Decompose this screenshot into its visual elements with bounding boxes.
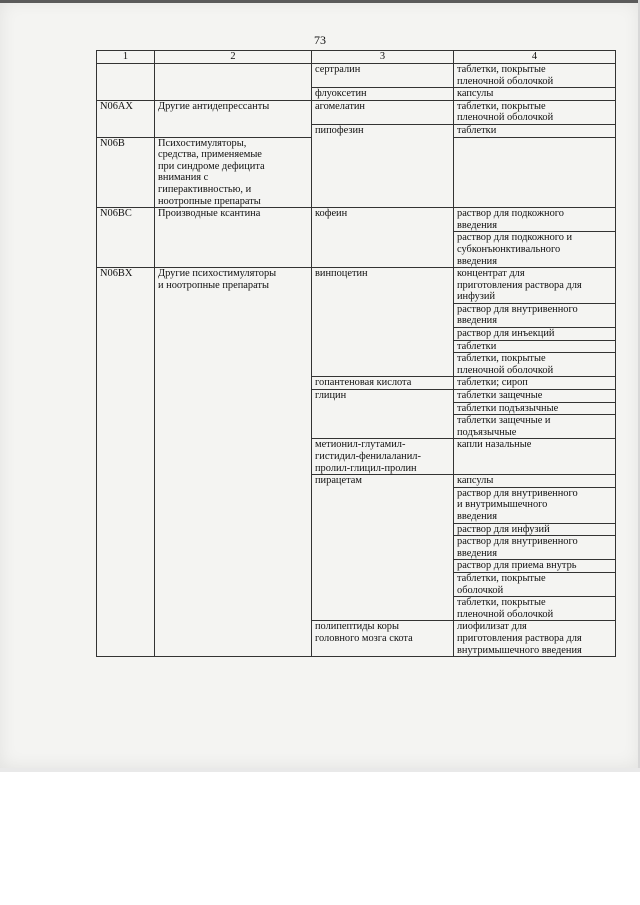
cell-text-line: головного мозга скота — [315, 632, 413, 644]
cell-text-line: подъязычные — [457, 426, 517, 438]
cell-group — [155, 353, 312, 377]
cell-group — [155, 597, 312, 621]
cell-code — [97, 100, 155, 124]
cell-text-line: раствор для внутривенного — [457, 487, 578, 499]
table-row — [97, 523, 616, 536]
cell-dosage-form — [454, 232, 616, 268]
cell-dosage-form — [454, 402, 616, 415]
cell-text-line: кофеин — [315, 208, 348, 220]
table-row — [97, 88, 616, 101]
table-row — [97, 402, 616, 415]
cell-text-line: раствор для подкожного — [457, 208, 564, 220]
cell-substance — [312, 64, 454, 88]
cell-code — [97, 124, 155, 137]
cell-dosage-form — [454, 439, 616, 475]
table-row — [97, 439, 616, 475]
cell-code — [97, 208, 155, 232]
cell-text-line: таблетки, покрытые — [457, 597, 546, 609]
table-row — [97, 328, 616, 341]
cell-dosage-form — [454, 487, 616, 523]
cell-group — [155, 64, 312, 88]
cell-substance — [312, 487, 454, 523]
cell-text-line: таблетки — [457, 340, 497, 352]
cell-text-line: раствор для внутривенного — [457, 536, 578, 548]
cell-group — [155, 390, 312, 403]
table-body — [97, 64, 616, 657]
cell-group — [155, 208, 312, 232]
cell-substance — [312, 353, 454, 377]
cell-text-line: оболочкой — [457, 584, 504, 596]
cell-substance — [312, 415, 454, 439]
cell-group — [155, 475, 312, 488]
cell-text-line: раствор для инфузий — [457, 523, 550, 535]
cell-code — [97, 232, 155, 268]
cell-dosage-form — [454, 621, 616, 657]
cell-text-line: таблетки, покрытые — [457, 572, 546, 584]
cell-text-line: таблетки; сироп — [457, 377, 528, 389]
column-header-2: 2 — [155, 51, 312, 64]
table-row — [97, 64, 616, 88]
cell-substance — [312, 572, 454, 596]
cell-substance — [312, 475, 454, 488]
table-row — [97, 303, 616, 327]
cell-dosage-form — [454, 475, 616, 488]
cell-code — [97, 475, 155, 488]
cell-text-line: Производные ксантина — [158, 208, 261, 220]
cell-substance — [312, 621, 454, 657]
cell-text-line: гопантеновая кислота — [315, 377, 412, 389]
cell-dosage-form — [454, 100, 616, 124]
cell-text-line: Психостимуляторы, — [158, 137, 247, 149]
cell-text-line: таблетки, покрытые — [457, 64, 546, 75]
cell-dosage-form — [454, 377, 616, 390]
cell-substance — [312, 268, 454, 304]
cell-dosage-form — [454, 208, 616, 232]
cell-text-line: средства, применяемые — [158, 149, 262, 161]
cell-substance — [312, 377, 454, 390]
cell-group — [155, 303, 312, 327]
cell-text-line: введения — [457, 547, 498, 559]
cell-text-line: таблетки — [457, 124, 497, 136]
cell-code — [97, 303, 155, 327]
medication-table — [96, 50, 616, 657]
table-row — [97, 390, 616, 403]
atc-code: N06B — [100, 137, 125, 149]
atc-code: N06BC — [100, 208, 132, 220]
cell-text-line: таблетки защечные — [457, 390, 543, 402]
cell-text-line: внутримышечного введения — [457, 644, 582, 656]
cell-substance — [312, 328, 454, 341]
table-row — [97, 208, 616, 232]
cell-group — [155, 232, 312, 268]
cell-text-line: и ноотропные препараты — [158, 279, 269, 291]
cell-substance — [312, 208, 454, 232]
cell-text-line: и внутримышечного — [457, 499, 548, 511]
cell-text-line: раствор для внутривенного — [457, 303, 578, 315]
cell-text-line: флуоксетин — [315, 88, 367, 100]
cell-group — [155, 439, 312, 475]
cell-code — [97, 560, 155, 573]
table-row — [97, 572, 616, 596]
cell-text-line: пленочной оболочкой — [457, 112, 554, 124]
table-row — [97, 487, 616, 523]
cell-code — [97, 137, 155, 208]
cell-code — [97, 597, 155, 621]
cell-text-line: Другие психостимуляторы — [158, 268, 277, 280]
cell-text-line: капли назальные — [457, 439, 532, 451]
cell-text-line: введения — [457, 255, 498, 267]
cell-code — [97, 487, 155, 523]
table-row — [97, 415, 616, 439]
cell-text-line: сертралин — [315, 64, 361, 75]
cell-substance — [312, 88, 454, 101]
cell-text-line: инфузий — [457, 291, 496, 303]
cell-group — [155, 621, 312, 657]
cell-substance — [312, 232, 454, 268]
cell-substance — [312, 560, 454, 573]
cell-substance — [312, 137, 454, 208]
cell-code — [97, 536, 155, 560]
cell-code — [97, 390, 155, 403]
cell-code — [97, 523, 155, 536]
page-number: 73 — [314, 33, 326, 47]
cell-group — [155, 415, 312, 439]
cell-code — [97, 377, 155, 390]
cell-dosage-form — [454, 415, 616, 439]
cell-text-line: ноотропные препараты — [158, 195, 261, 207]
cell-code — [97, 402, 155, 415]
cell-group — [155, 402, 312, 415]
cell-dosage-form — [454, 328, 616, 341]
page-top-edge — [0, 0, 640, 3]
cell-code — [97, 64, 155, 88]
table-row — [97, 353, 616, 377]
cell-text-line: субконъюнктивального — [457, 243, 561, 255]
table-row — [97, 268, 616, 304]
cell-text-line: внимания с — [158, 172, 209, 184]
cell-group — [155, 88, 312, 101]
cell-text-line: приготовления раствора для — [457, 632, 582, 644]
cell-text-line: гистидил-фенилаланил- — [315, 451, 421, 462]
cell-substance — [312, 100, 454, 124]
cell-substance — [312, 536, 454, 560]
cell-code — [97, 88, 155, 101]
cell-dosage-form — [454, 137, 616, 208]
cell-text-line: пирацетам — [315, 475, 362, 487]
table-row — [97, 621, 616, 657]
table-row — [97, 536, 616, 560]
cell-code — [97, 340, 155, 353]
cell-group — [155, 328, 312, 341]
cell-dosage-form — [454, 572, 616, 596]
cell-dosage-form — [454, 64, 616, 88]
cell-text-line: глицин — [315, 390, 347, 402]
cell-code — [97, 621, 155, 657]
cell-code — [97, 439, 155, 475]
cell-group — [155, 560, 312, 573]
table-row — [97, 560, 616, 573]
cell-text-line: таблетки защечные и — [457, 415, 551, 427]
cell-text-line: раствор для подкожного и — [457, 232, 573, 244]
cell-text-line: метионил-глутамил- — [315, 439, 406, 451]
cell-dosage-form — [454, 390, 616, 403]
cell-text-line: таблетки подъязычные — [457, 402, 559, 414]
cell-code — [97, 415, 155, 439]
column-header-4: 4 — [454, 51, 616, 64]
cell-text-line: капсулы — [457, 475, 494, 487]
cell-dosage-form — [454, 597, 616, 621]
cell-substance — [312, 439, 454, 475]
table-row — [97, 232, 616, 268]
column-header-1: 1 — [97, 51, 155, 64]
cell-code — [97, 353, 155, 377]
cell-text-line: пролил-глицил-пролин — [315, 462, 417, 474]
cell-text-line: приготовления раствора для — [457, 279, 582, 291]
atc-code: N06AX — [100, 100, 133, 112]
cell-substance — [312, 303, 454, 327]
cell-text-line: концентрат для — [457, 268, 525, 280]
cell-group — [155, 487, 312, 523]
atc-code: N06BX — [100, 268, 133, 280]
cell-text-line: при синдроме дефицита — [158, 160, 265, 172]
cell-dosage-form — [454, 560, 616, 573]
cell-substance — [312, 390, 454, 403]
cell-text-line: раствор для инъекций — [457, 328, 555, 340]
cell-group — [155, 572, 312, 596]
cell-text-line: раствор для приема внутрь — [457, 560, 577, 572]
cell-text-line: полипептиды коры — [315, 621, 399, 633]
cell-dosage-form — [454, 124, 616, 137]
cell-text-line: пипофезин — [315, 124, 364, 136]
cell-dosage-form — [454, 303, 616, 327]
cell-group — [155, 100, 312, 124]
cell-substance — [312, 340, 454, 353]
cell-text-line: Другие антидепрессанты — [158, 100, 270, 112]
scan-bottom-edge — [0, 768, 640, 772]
cell-group — [155, 340, 312, 353]
column-header-3: 3 — [312, 51, 454, 64]
cell-dosage-form — [454, 523, 616, 536]
cell-dosage-form — [454, 268, 616, 304]
table-row — [97, 597, 616, 621]
cell-group — [155, 137, 312, 208]
cell-code — [97, 268, 155, 304]
table-row — [97, 100, 616, 124]
cell-substance — [312, 597, 454, 621]
cell-substance — [312, 124, 454, 137]
cell-text-line: агомелатин — [315, 100, 365, 112]
table-row — [97, 340, 616, 353]
cell-code — [97, 572, 155, 596]
cell-substance — [312, 402, 454, 415]
table-row — [97, 124, 616, 137]
cell-code — [97, 328, 155, 341]
cell-dosage-form — [454, 536, 616, 560]
cell-group — [155, 536, 312, 560]
cell-group — [155, 124, 312, 137]
cell-text-line: введения — [457, 219, 498, 231]
cell-dosage-form — [454, 340, 616, 353]
cell-text-line: введения — [457, 315, 498, 327]
cell-text-line: капсулы — [457, 88, 494, 100]
cell-group — [155, 523, 312, 536]
table-row — [97, 377, 616, 390]
cell-dosage-form — [454, 88, 616, 101]
cell-text-line: таблетки, покрытые — [457, 353, 546, 365]
cell-text-line: пленочной оболочкой — [457, 364, 554, 376]
cell-text-line: винпоцетин — [315, 268, 368, 280]
cell-text-line: пленочной оболочкой — [457, 608, 554, 620]
table-header-row — [97, 51, 616, 64]
cell-substance — [312, 523, 454, 536]
table-row — [97, 475, 616, 488]
cell-text-line: введения — [457, 510, 498, 522]
cell-group — [155, 377, 312, 390]
cell-text-line: гиперактивностью, и — [158, 183, 252, 195]
cell-group — [155, 268, 312, 304]
table-row — [97, 137, 616, 208]
cell-text-line: таблетки, покрытые — [457, 100, 546, 112]
cell-text-line: лиофилизат для — [457, 621, 527, 633]
cell-text-line: пленочной оболочкой — [457, 75, 554, 87]
cell-dosage-form — [454, 353, 616, 377]
